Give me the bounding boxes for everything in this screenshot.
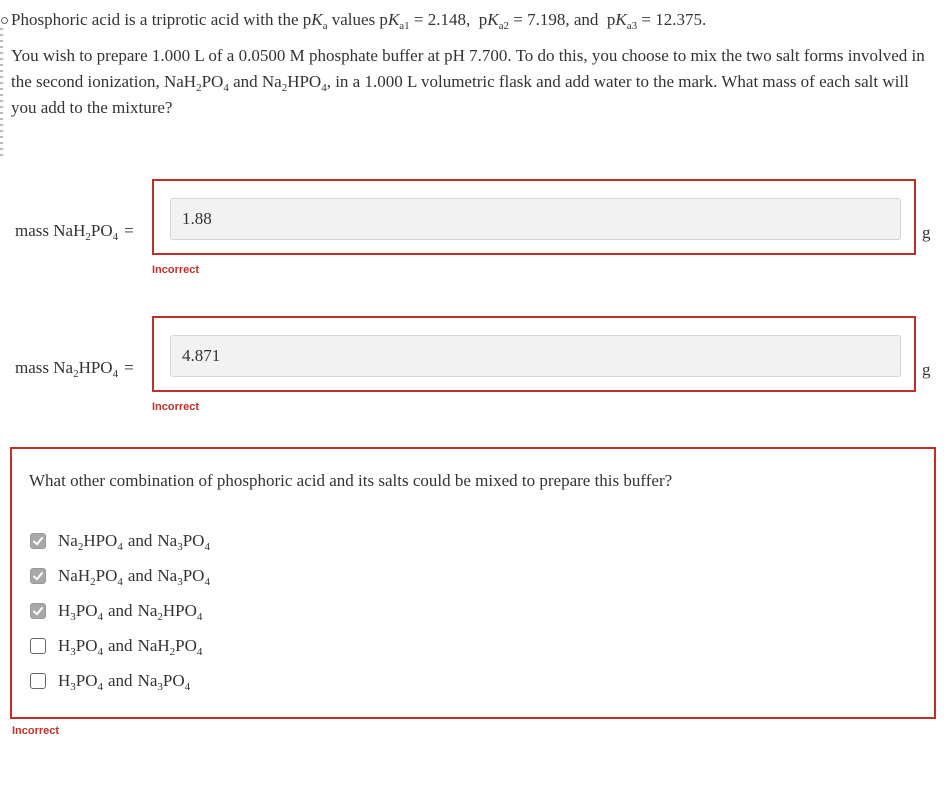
question-bullet	[1, 17, 8, 24]
problem-text: You wish to prepare 1.000 L of a 0.0500 M phosphate buffer at pH 7.700. To do this, you choose to mix the two salt forms involved in the second ionization, $NaH_2PO_4$ and $Na_2HPO_4$, in a 1.000 L volumetric flask and add water to the mark. What mass of each salt will you add to the mixture?	[11, 46, 925, 117]
mc-option[interactable]	[30, 635, 202, 657]
mc-question-text: What other combination of phosphoric acid and its salts could be mixed to prepare this buffer?	[29, 471, 673, 490]
mc-option-label: $H_3PO_4$ and $Na_2HPO_4$	[58, 601, 203, 623]
mc-option-label: $NaH_2PO_4$ and $Na_3PO_4$	[58, 566, 210, 588]
mass-nah2po4-label: mass $NaH_2PO_4$ =	[15, 221, 134, 243]
checkbox-unchecked[interactable]	[30, 638, 46, 654]
feedback-incorrect: Incorrect	[152, 264, 200, 276]
checkmark-icon	[32, 605, 44, 617]
checkbox-checked[interactable]	[30, 568, 46, 584]
checkbox-unchecked[interactable]	[30, 673, 46, 689]
feedback-incorrect: Incorrect	[12, 725, 60, 737]
mc-option[interactable]	[30, 530, 210, 552]
scroll-edge-marker	[0, 28, 3, 156]
checkbox-checked[interactable]	[30, 603, 46, 619]
answer-box-na2hpo4	[152, 316, 916, 392]
checkbox-checked[interactable]	[30, 533, 46, 549]
checkmark-icon	[32, 570, 44, 582]
mc-option-label: $Na_2HPO_4$ and $Na_3PO_4$	[58, 531, 210, 553]
mc-option-label: $H_3PO_4$ and $NaH_2PO_4$	[58, 636, 203, 658]
mass-nah2po4-input[interactable]: 1.88	[170, 198, 901, 240]
unit-label: g	[922, 360, 931, 379]
mc-option[interactable]	[30, 565, 210, 587]
mass-na2hpo4-label: mass $Na_2HPO_4$ =	[15, 358, 134, 380]
checkmark-icon	[32, 535, 44, 547]
mc-option-label: $H_3PO_4$ and $Na_3PO_4$	[58, 671, 191, 693]
intro-text: Phosphoric acid is a triprotic acid with the $pK_a$ values $pK_{a1} = 2.148$, $pK_{a2} = 7.198$, and $pK_{a3} = 12.375$.	[11, 10, 707, 32]
mc-option[interactable]	[30, 670, 190, 692]
feedback-incorrect: Incorrect	[152, 401, 200, 413]
unit-label: g	[922, 223, 931, 242]
mc-option[interactable]	[30, 600, 202, 622]
multiple-choice-box	[10, 447, 936, 719]
answer-box-nah2po4	[152, 179, 916, 255]
mass-na2hpo4-input[interactable]: 4.871	[170, 335, 901, 377]
